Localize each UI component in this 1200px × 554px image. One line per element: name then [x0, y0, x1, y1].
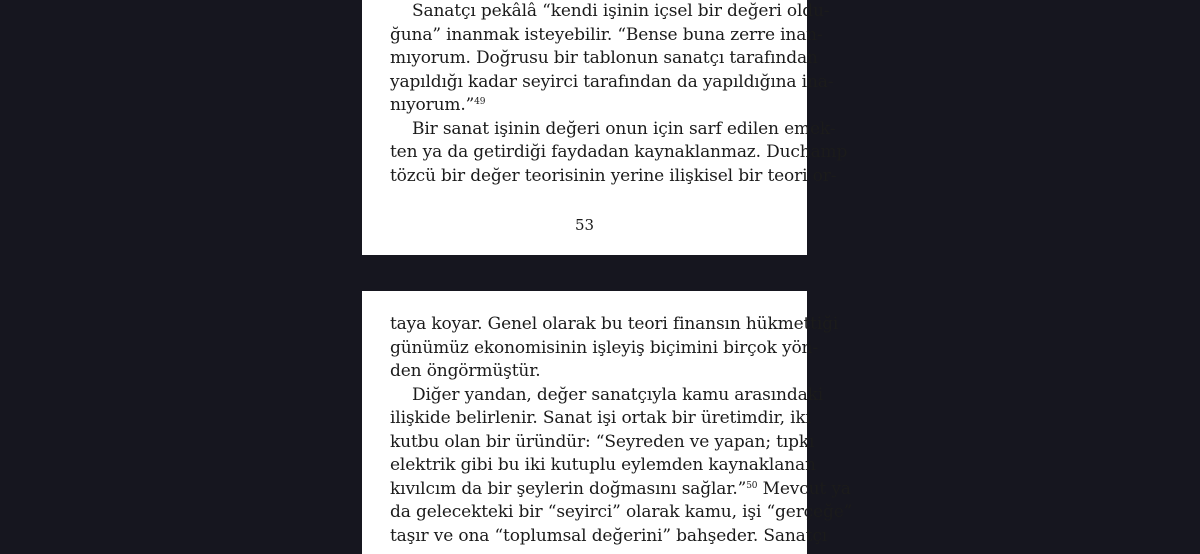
footnote-marker[interactable]: 50 — [746, 480, 758, 491]
text-segment: nıyorum.” — [390, 95, 475, 115]
page-number: 53 — [574, 216, 595, 234]
text-line: ilişkide belirlenir. Sanat işi ortak bir üretimdir, iki — [390, 408, 811, 428]
page-text — [390, 0, 848, 188]
text-line: Sanatçı pekâlâ “kendi işinin içsel bir değeri oldu- — [412, 1, 830, 21]
text-line: Bir sanat işinin değeri onun için sarf edilen emek- — [412, 118, 836, 139]
text-line: yapıldığı kadar seyirci tarafından da yapıldığına ina- — [390, 71, 834, 92]
text-segment: Mevcut ya — [757, 478, 851, 499]
text-line: mıyorum. Doğrusu bir tablonun sanatçı tarafından — [390, 48, 818, 68]
text-line: Diğer yandan, değer sanatçıyla kamu arasındaki — [412, 384, 824, 405]
text-line: taya koyar. Genel olarak bu teori finansın hükmettiği — [390, 314, 839, 334]
text-line: da gelecekteki bir “seyirci” olarak kamu, işi “gerçeğe” — [390, 502, 853, 522]
text-line: tözcü bir değer teorisinin yerine ilişkisel bir teori or- — [390, 165, 837, 186]
text-line: den öngörmüştür. — [390, 361, 541, 381]
text-line: ten ya da getirdiği faydadan kaynaklanmaz. Duchamp — [390, 142, 848, 162]
text-line: elektrik gibi bu iki kutuplu eylemden kaynaklanan — [390, 455, 816, 475]
page-text — [390, 313, 853, 548]
text-line: kutbu olan bir üründür: “Seyreden ve yapan; tıpkı — [390, 431, 815, 452]
footnote-marker[interactable]: 49 — [474, 97, 486, 107]
book-page-top — [362, 0, 848, 255]
text-line: günümüz ekonomisinin işleyiş biçimini birçok yön- — [390, 337, 818, 358]
book-page-bottom — [362, 291, 853, 554]
text-line-with-footnote — [390, 478, 851, 502]
text-segment: kıvılcım da bir şeylerin doğmasını sağlar.” — [390, 478, 747, 499]
text-line-with-footnote — [390, 94, 781, 118]
text-line: taşır ve ona “toplumsal değerini” bahşeder. Sanatçı — [390, 525, 827, 546]
text-line: ğuna” inanmak isteyebilir. “Bense buna zerre inan- — [390, 24, 823, 45]
